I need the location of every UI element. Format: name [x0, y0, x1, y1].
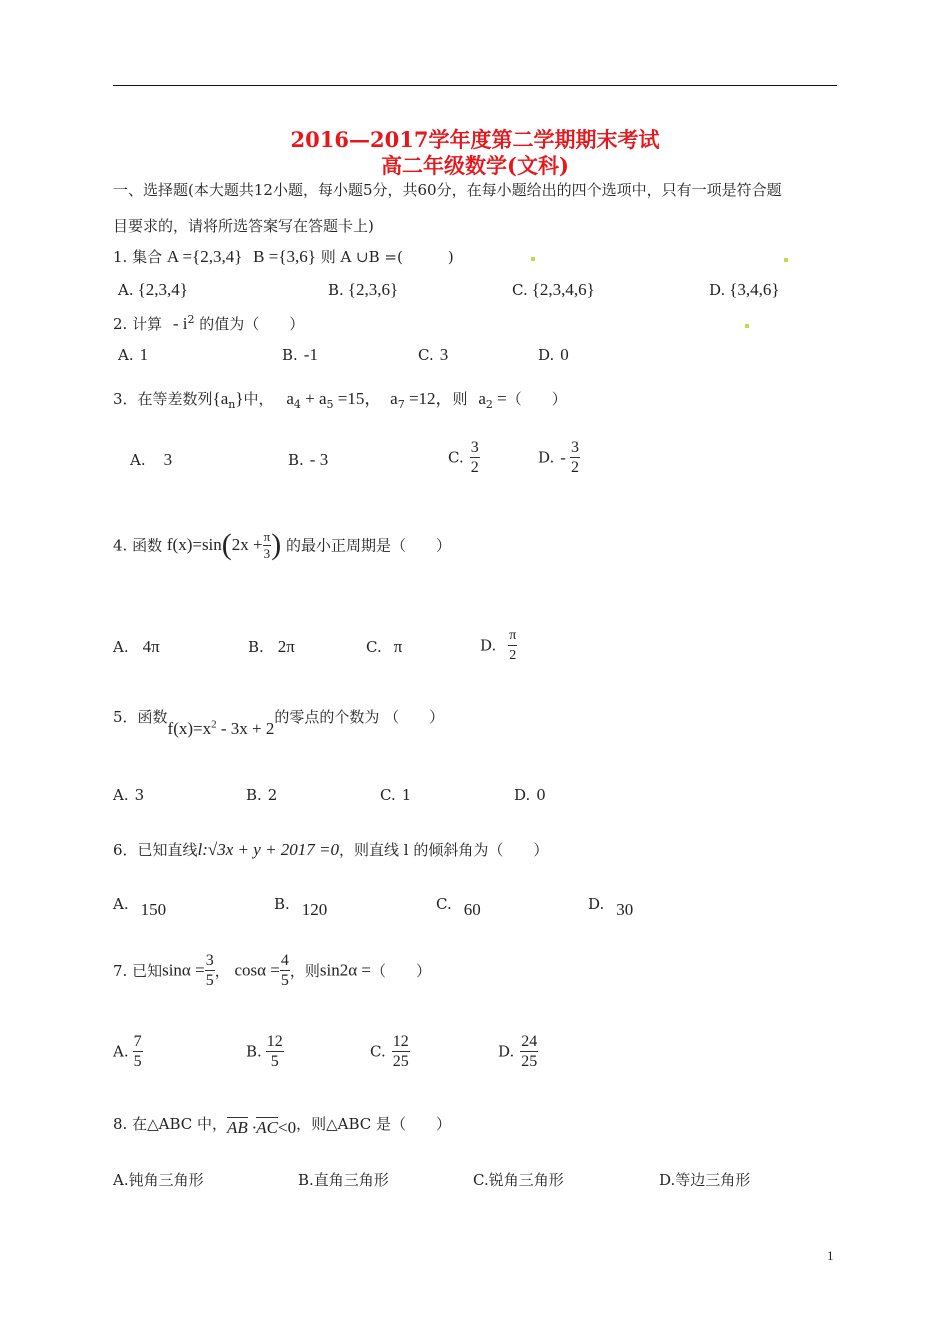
option-label: D. [538, 448, 555, 467]
q7-option-c[interactable] [370, 1032, 410, 1071]
option-label: C. [366, 638, 382, 656]
q2-prefix: 2. 计算 [113, 315, 163, 333]
q2-option-a[interactable] [118, 345, 148, 365]
option-label: B. [288, 451, 304, 469]
question-3-stem [113, 384, 567, 411]
denominator: 5 [133, 1053, 142, 1070]
q6-option-c[interactable] [436, 894, 481, 919]
option-value: 2 [267, 786, 278, 804]
numerator: 12 [266, 1033, 283, 1050]
q7-cos: cosα = [234, 960, 280, 980]
q3-option-c[interactable] [448, 438, 480, 477]
q2-exponent: 2 [187, 313, 195, 326]
option-label: A. [118, 346, 134, 364]
q8-option-c[interactable] [473, 1169, 564, 1190]
option-label: D. [514, 786, 531, 804]
option-label: B. [246, 1042, 262, 1061]
q2-option-b[interactable] [282, 345, 318, 365]
q3-cond1-sub1: 4 [293, 398, 301, 411]
option-value: 3 [439, 345, 449, 364]
exam-subtitle: 高二年级数学(文科) [381, 153, 569, 178]
numerator: 24 [521, 1033, 538, 1050]
q4-function: f(x)=sin [166, 535, 222, 554]
q4-pi-fraction [263, 529, 272, 562]
q5-rest: - 3x + 2 [216, 719, 275, 738]
denominator: 5 [205, 972, 214, 989]
q7-option-a[interactable] [113, 1032, 143, 1071]
option-label: A. [113, 895, 129, 913]
q8-option-a[interactable] [113, 1169, 204, 1190]
option-value: 0 [536, 786, 546, 804]
option-label: A. [113, 1042, 129, 1061]
q4-option-c[interactable] [366, 637, 402, 657]
option-value: 120 [301, 900, 328, 919]
option-label: C. [418, 346, 434, 364]
q1-option-a[interactable] [118, 280, 188, 300]
q3-seq: {a [212, 389, 229, 408]
denominator: 2 [470, 459, 479, 476]
q3-prefix: 3．在等差数列 [113, 390, 213, 408]
numerator: 12 [392, 1033, 409, 1050]
question-7-stem [113, 951, 431, 990]
q1-option-c[interactable] [512, 280, 595, 300]
q5-expression [168, 719, 275, 738]
q3-cond1: a [286, 389, 294, 408]
question-4-stem [113, 528, 451, 562]
option-fraction [520, 1032, 538, 1071]
section-instructions-line1: 一、选择题(本大题共12小题，每小题5分，共60分，在每小题给出的四个选项中，只有一项是符合题 [113, 181, 782, 199]
q8-suffix: ，则△ABC 是（ ） [296, 1115, 452, 1133]
section-instructions-line2: 目要求的，请将所选答案写在答题卡上) [113, 217, 374, 235]
option-value: 3 [134, 786, 145, 804]
option-label: A. [113, 1171, 129, 1189]
q2-expr: - i [172, 314, 188, 333]
option-label: A. [130, 451, 146, 469]
q5-exponent: 2 [211, 718, 217, 731]
option-fraction [266, 1032, 284, 1071]
q7-prefix: 7. 已知 [113, 962, 163, 980]
numerator: 3 [570, 439, 579, 456]
q5-option-b[interactable] [246, 786, 277, 804]
option-label: C. [448, 448, 464, 467]
q1-set-b: B ={3,6} [253, 247, 316, 266]
option-label: C. [380, 786, 396, 804]
denominator: 3 [263, 545, 271, 561]
option-value: 2π [277, 637, 295, 656]
q3-ask-sub: 2 [485, 398, 493, 411]
question-2-stem [113, 313, 304, 334]
q4-option-d[interactable] [480, 626, 517, 665]
q5-option-a[interactable] [113, 786, 144, 804]
q1-set-a: A ={2,3,4} [166, 247, 243, 266]
q3-seq-sub: n [228, 398, 236, 411]
q3-cond1-eq: =15， [333, 389, 382, 408]
option-value: 等边三角形 [675, 1171, 751, 1189]
numerator: 3 [470, 439, 479, 456]
q4-argument: 2x + [231, 535, 263, 554]
q3-ask: a [478, 389, 486, 408]
denominator: 5 [280, 972, 289, 989]
question-8-stem [113, 1113, 452, 1137]
q3-seq-close: } [235, 389, 244, 408]
option-label: A. [118, 281, 134, 299]
option-value: 60 [463, 900, 481, 919]
option-label: C. [473, 1171, 489, 1189]
option-value: 150 [140, 900, 167, 919]
numerator: 7 [133, 1033, 142, 1050]
option-label: B. [246, 786, 262, 804]
denominator: 25 [521, 1053, 538, 1070]
option-value: 钝角三角形 [128, 1171, 204, 1189]
question-1-stem [113, 246, 454, 267]
q7-paren: （ ） [371, 962, 432, 980]
denominator: 2 [570, 459, 579, 476]
numerator: 4 [280, 952, 289, 969]
q1-option-d[interactable] [709, 280, 780, 300]
option-value: {2,3,4} [137, 280, 188, 299]
scan-speck [531, 257, 535, 261]
option-fraction [133, 1032, 143, 1071]
q3-option-b[interactable] [288, 450, 328, 470]
q7-sin-fraction [205, 951, 215, 990]
option-value: 30 [616, 900, 634, 919]
numerator: 3 [205, 952, 214, 969]
q7-option-b[interactable] [246, 1032, 284, 1071]
q4-option-a[interactable] [113, 637, 160, 657]
option-label: D. [538, 346, 555, 364]
q3-option-d[interactable] [538, 438, 580, 477]
option-label: B. [298, 1171, 314, 1189]
denominator: 2 [509, 648, 517, 663]
q8-vector-ab: AB [227, 1118, 248, 1137]
option-value: 锐角三角形 [488, 1171, 564, 1189]
option-label: C. [436, 895, 452, 913]
option-fraction [570, 438, 580, 477]
page-number: 1 [827, 1248, 834, 1263]
q7-option-d[interactable] [498, 1032, 538, 1071]
q6-line-equation: l:√3x + y + 2017 =0 [197, 840, 340, 859]
q5-option-d[interactable] [514, 786, 546, 804]
q5-function: f(x)=x [167, 719, 212, 738]
option-value: {2,3,4,6} [531, 280, 595, 299]
option-label: B. [282, 346, 298, 364]
option-fraction [508, 626, 517, 665]
option-label: D. [498, 1042, 515, 1061]
q3-paren: （ ） [506, 390, 567, 408]
option-label: B. [328, 281, 344, 299]
q4-left-paren: ( [221, 528, 232, 561]
q3-ask-eq: = [492, 389, 507, 408]
option-value: {2,3,6} [347, 280, 399, 299]
q3-cond2-sub: 7 [397, 398, 405, 411]
option-label: B. [274, 895, 290, 913]
option-label: C. [370, 1042, 386, 1061]
option-fraction [470, 438, 480, 477]
q7-separator: ， [214, 962, 230, 980]
option-value: 0 [560, 345, 569, 364]
q7-then: ，则 [289, 962, 320, 980]
scan-speck [745, 324, 749, 328]
exam-title: 2016—2017学年度第二学期期末考试 [290, 127, 660, 152]
q3-option-a[interactable] [130, 450, 172, 470]
option-value: 1 [139, 345, 149, 364]
question-5-stem [113, 706, 445, 738]
q7-cos-fraction [280, 951, 290, 990]
q3-cond1-plus: + a [300, 389, 327, 408]
header-rule [113, 85, 837, 86]
q5-prefix: 5．函数 [113, 708, 168, 726]
option-value: 1 [401, 786, 412, 804]
option-fraction [392, 1032, 410, 1071]
q6-suffix: ，则直线 l 的倾斜角为（ ） [339, 841, 549, 859]
q4-right-paren: ) [271, 528, 282, 561]
q4-suffix: 的最小正周期是（ ） [286, 536, 452, 555]
option-label: D. [588, 895, 605, 913]
option-label: C. [512, 281, 528, 299]
q8-dot: · [247, 1118, 257, 1137]
q3-cond2: a [390, 389, 398, 408]
q7-sin: sinα = [162, 960, 205, 980]
q8-prefix: 8. 在△ABC 中， [113, 1115, 227, 1133]
option-value: {3,4,6} [729, 280, 780, 299]
q2-suffix: 的值为（ ） [199, 315, 305, 333]
q6-option-d[interactable] [588, 894, 634, 919]
question-6-stem [113, 839, 548, 860]
q4-option-b[interactable] [248, 637, 295, 657]
q1-suffix: 则 A ∪B =( ) [320, 248, 454, 266]
denominator: 25 [392, 1053, 409, 1070]
option-sign: - [560, 447, 566, 467]
q8-option-d[interactable] [659, 1169, 750, 1190]
option-value: - 3 [309, 450, 329, 469]
q1-prefix: 1. 集合 [113, 248, 163, 266]
q6-prefix: 6．已知直线 [113, 841, 198, 859]
q8-dot-product [227, 1118, 296, 1137]
q5-option-c[interactable] [380, 786, 411, 804]
option-value: 3 [163, 450, 173, 469]
option-value: π [393, 637, 403, 656]
q1-option-b[interactable] [328, 280, 398, 300]
option-value: 直角三角形 [313, 1171, 389, 1189]
q8-inequality: <0 [278, 1118, 297, 1137]
option-value: -1 [303, 345, 318, 364]
q3-then: 则 [452, 390, 468, 408]
q6-option-b[interactable] [274, 894, 328, 919]
option-label: D. [480, 636, 497, 655]
q3-cond2-eq: =12， [404, 389, 453, 408]
q7-ask: sin2α = [319, 960, 371, 980]
q8-vector-ac: AC [256, 1118, 279, 1137]
option-label: A. [113, 786, 129, 804]
denominator: 5 [270, 1053, 279, 1070]
numerator: π [508, 626, 517, 646]
option-value: 4π [142, 637, 160, 656]
numerator: π [263, 528, 271, 544]
scan-speck [784, 258, 788, 262]
option-label: D. [659, 1171, 676, 1189]
q5-suffix: 的零点的个数为 （ ） [274, 708, 445, 726]
q8-option-b[interactable] [298, 1169, 389, 1190]
option-label: B. [248, 638, 264, 656]
q2-option-c[interactable] [418, 345, 448, 365]
option-label: D. [709, 281, 726, 299]
q4-prefix: 4. 函数 [113, 536, 163, 555]
option-label: A. [113, 638, 129, 656]
q3-mid: 中， [243, 390, 274, 408]
q3-cond1-sub2: 5 [326, 398, 334, 411]
q6-option-a[interactable] [113, 894, 167, 919]
q2-option-d[interactable] [538, 345, 569, 365]
